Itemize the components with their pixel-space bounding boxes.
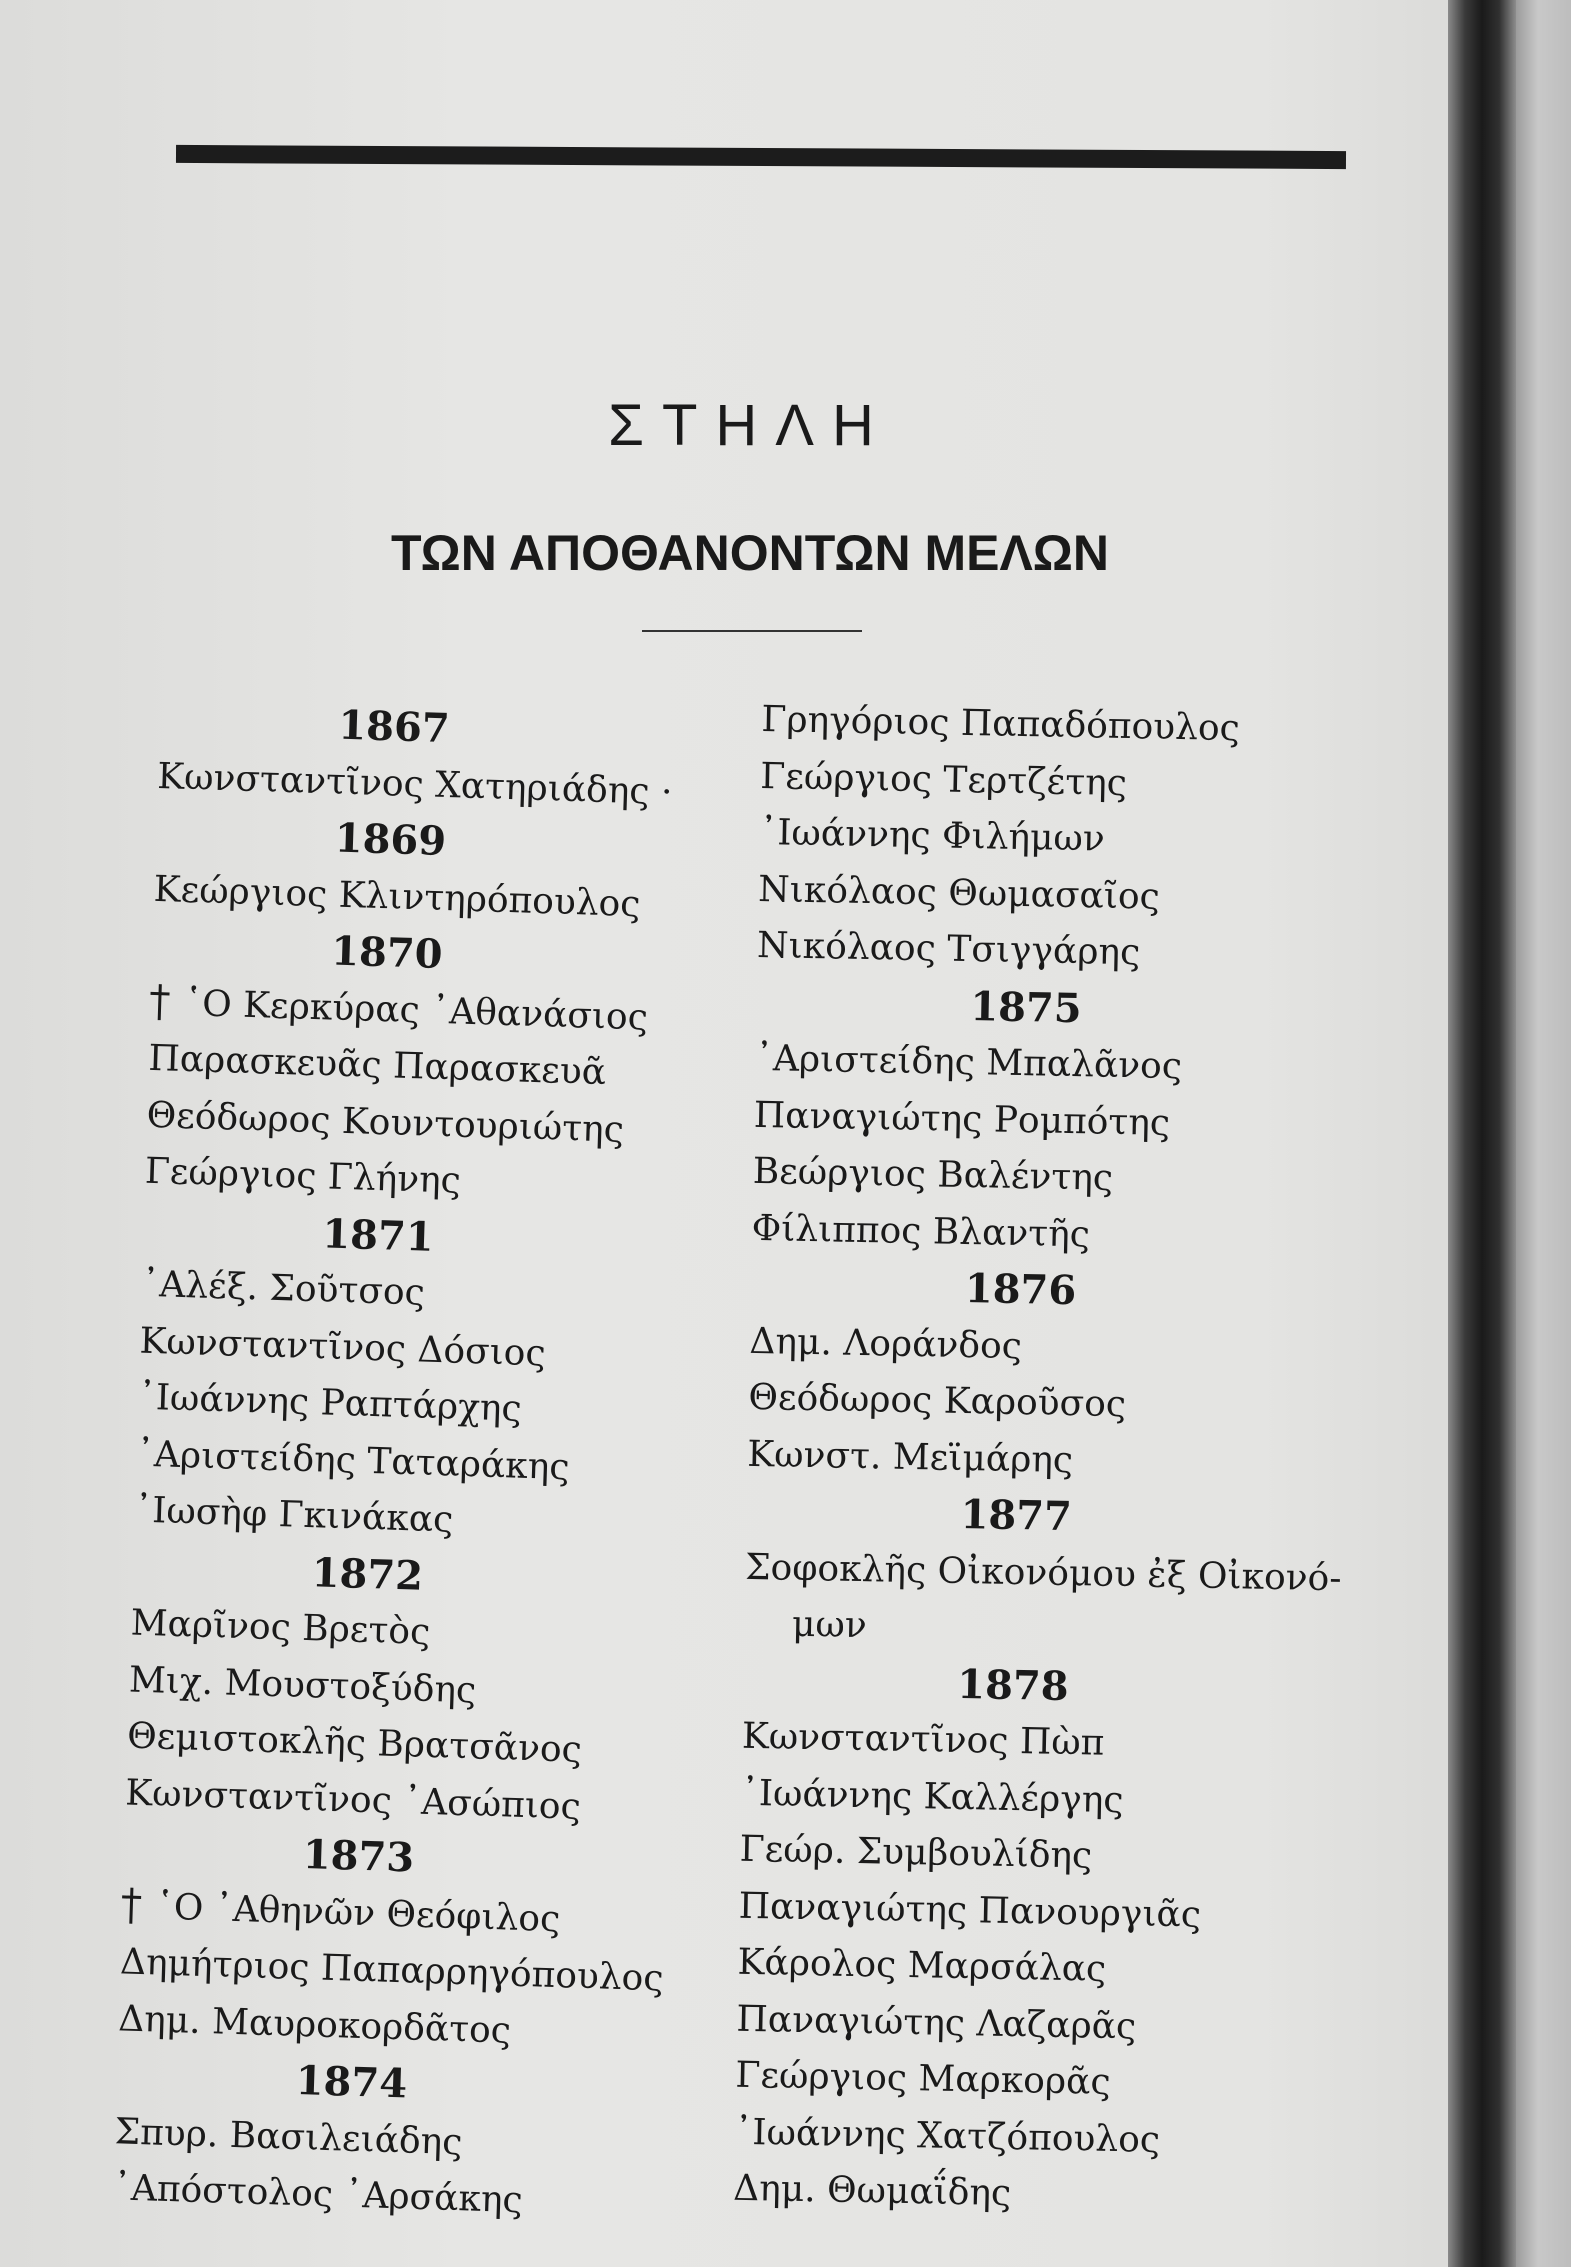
name-text: Κωνστ. Μεϊμάρης [746, 1433, 1074, 1481]
year-heading [742, 1652, 1283, 1719]
name-text: ᾿Ιωάννης Χατζόπουλος [733, 2111, 1161, 2161]
name-text: Μιχ. Μουστοξύδης [128, 1659, 477, 1711]
name-text: Παναγιώτης Πανουργιᾶς [738, 1885, 1202, 1936]
year-heading [755, 974, 1296, 1041]
name-text: ᾿Ιωάννης Ραπτάρχης [137, 1376, 523, 1430]
name-text: Κωνσταντῖνος Χατηριάδης · [156, 755, 674, 813]
member-name [757, 918, 1358, 986]
member-name [747, 1426, 1348, 1494]
name-text: Δημ. Μαυροκορδᾶτος [117, 1997, 512, 2052]
facing-page-edge [1516, 0, 1571, 2267]
name-text: Παρασκευᾶς Παρασκευᾶ [147, 1037, 607, 1094]
member-name [733, 2161, 1334, 2229]
year-text: 1874 [295, 2056, 408, 2108]
year-text: 1875 [969, 982, 1083, 1032]
name-text: Κωνσταντῖνος Δόσιος [138, 1320, 547, 1374]
name-text: ᾿Απόστολος ᾿Αρσάκης [112, 2167, 524, 2222]
name-text: Δημ. Θωμαΐδης [732, 2167, 1012, 2215]
year-text: 1872 [311, 1548, 424, 1600]
left-column [112, 692, 680, 2233]
member-name [751, 1200, 1352, 1268]
name-text: ᾿Ιωάννης Φιλήμων [758, 811, 1106, 860]
name-text: Νικόλαος Θωμασαῖος [757, 868, 1161, 918]
year-text: 1873 [302, 1831, 415, 1882]
page-subtitle: ΤΩΝ ΑΠΟΘΑΝΟΝΤΩΝ ΜΕΛΩΝ [390, 525, 1110, 581]
year-text: 1878 [956, 1660, 1070, 1710]
name-text: Κωνσταντῖνος Πὼπ [741, 1715, 1105, 1764]
name-text: Φίλιππος Βλαντῆς [751, 1207, 1091, 1255]
name-text: Παναγιώτης Ρομπότης [753, 1094, 1171, 1144]
name-text: ᾿Αριστείδης Ταταράκης [135, 1433, 571, 1488]
title-divider [642, 630, 862, 632]
right-column [733, 692, 1362, 2229]
year-heading [750, 1257, 1291, 1324]
name-text: Θεόδωρος Καροῦσος [748, 1376, 1127, 1426]
name-text: Παναγιώτης Λαζαρᾶς [736, 1998, 1137, 2047]
year-heading [746, 1483, 1287, 1550]
year-text: 1877 [960, 1490, 1073, 1541]
dagger-icon [150, 983, 169, 1020]
name-text: ᾿Αλέξ. Σοῦτσος [140, 1263, 426, 1314]
year-text: 1871 [321, 1209, 435, 1261]
name-text: Δημήτριος Παπαρρηγόπουλος [119, 1941, 665, 2000]
name-text: Γρηγόριος Παπαδόπουλος [761, 698, 1241, 750]
name-text: ᾿Ιωσὴφ Γκινάκας [133, 1489, 454, 1541]
book-spine-shadow [1448, 0, 1516, 2267]
year-text: 1867 [337, 701, 451, 753]
name-text: Γεώργιος Μαρκορᾶς [735, 2054, 1111, 2103]
name-text: Κάρολος Μαρσάλας [737, 1941, 1107, 1990]
member-name [744, 1596, 1345, 1664]
name-text: Βεώργιος Βαλέντης [752, 1150, 1114, 1199]
name-text: Μαρῖνος Βρετὸς [130, 1602, 431, 1653]
name-text: Γεώργιος Τερτζέτης [759, 755, 1128, 804]
page-title: ΣΤΗΛΗ [608, 393, 892, 458]
name-text: ῾Ο Κερκύρας ᾿Αθανάσιος [183, 982, 649, 1038]
name-text: Σοφοκλῆς Οἰκονόμου ἐξ Οἰκονό- [744, 1546, 1342, 1599]
name-text: Σπυρ. Βασιλειάδης [114, 2110, 464, 2163]
name-text: Νικόλαος Τσιγγάρης [756, 924, 1141, 974]
dagger-icon [121, 1887, 140, 1924]
name-text: Θεμιστοκλῆς Βρατσᾶνος [126, 1715, 583, 1771]
name-text: ᾿Αριστείδης Μπαλᾶνος [754, 1037, 1183, 1088]
year-text: 1876 [964, 1265, 1077, 1315]
name-text: ῾Ο ᾿Αθηνῶν Θεόφιλος [155, 1885, 561, 1940]
year-text: 1869 [334, 814, 447, 866]
name-text: Θεόδωρος Κουντουριώτης [146, 1094, 625, 1151]
name-text: ᾿Ιωάννης Καλλέργης [740, 1772, 1124, 1821]
year-text: 1870 [330, 927, 444, 978]
name-text: Γεώργιος Γλήνης [144, 1150, 462, 1202]
name-text: Κωνσταντῖνος ᾿Ασώπιος [124, 1771, 582, 1828]
name-text: Δημ. Λοράνδος [749, 1320, 1023, 1367]
name-text: Κεώργιος Κλιντηρόπουλος [153, 868, 642, 925]
name-text: Γεώρ. Συμβουλίδης [739, 1828, 1093, 1877]
name-text: μων [791, 1603, 868, 1647]
